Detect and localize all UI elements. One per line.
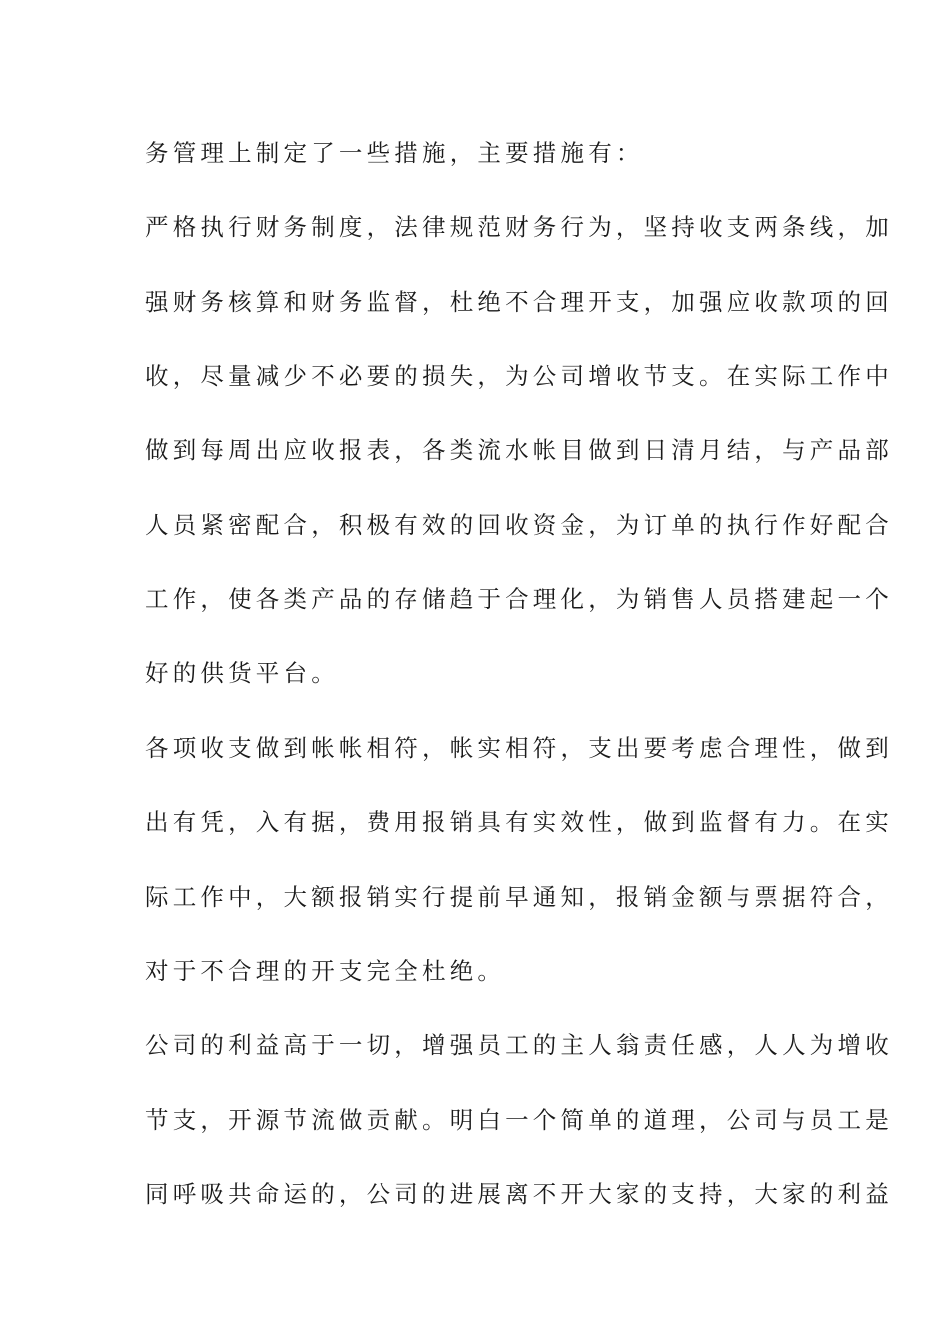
text-line: 工作，使各类产品的存储趋于合理化，为销售人员搭建起一个	[145, 585, 893, 613]
text-line: 务管理上制定了一些措施，主要措施有：	[145, 139, 644, 167]
text-line: 出有凭，入有据，费用报销具有实效性，做到监督有力。在实	[145, 808, 893, 836]
text-line: 节支，开源节流做贡献。明白一个简单的道理，公司与员工是	[145, 1106, 893, 1134]
text-line: 各项收支做到帐帐相符，帐实相符，支出要考虑合理性，做到	[145, 734, 893, 762]
text-line: 公司的利益高于一切，增强员工的主人翁责任感，人人为增收	[145, 1031, 893, 1059]
text-line: 严格执行财务制度，法律规范财务行为，坚持收支两条线，加	[145, 213, 893, 241]
text-line: 对于不合理的开支完全杜绝。	[145, 957, 506, 985]
text-line: 收，尽量减少不必要的损失，为公司增收节支。在实际工作中	[145, 362, 893, 390]
text-line: 际工作中，大额报销实行提前早通知，报销金额与票据符合，	[145, 883, 893, 911]
text-line: 好的供货平台。	[145, 659, 339, 687]
text-line: 人员紧密配合，积极有效的回收资金，为订单的执行作好配合	[145, 511, 893, 539]
text-line: 同呼吸共命运的，公司的进展离不开大家的支持，大家的利益	[145, 1180, 893, 1208]
text-line: 强财务核算和财务监督，杜绝不合理开支，加强应收款项的回	[145, 288, 893, 316]
text-line: 做到每周出应收报表，各类流水帐目做到日清月结，与产品部	[145, 436, 893, 464]
